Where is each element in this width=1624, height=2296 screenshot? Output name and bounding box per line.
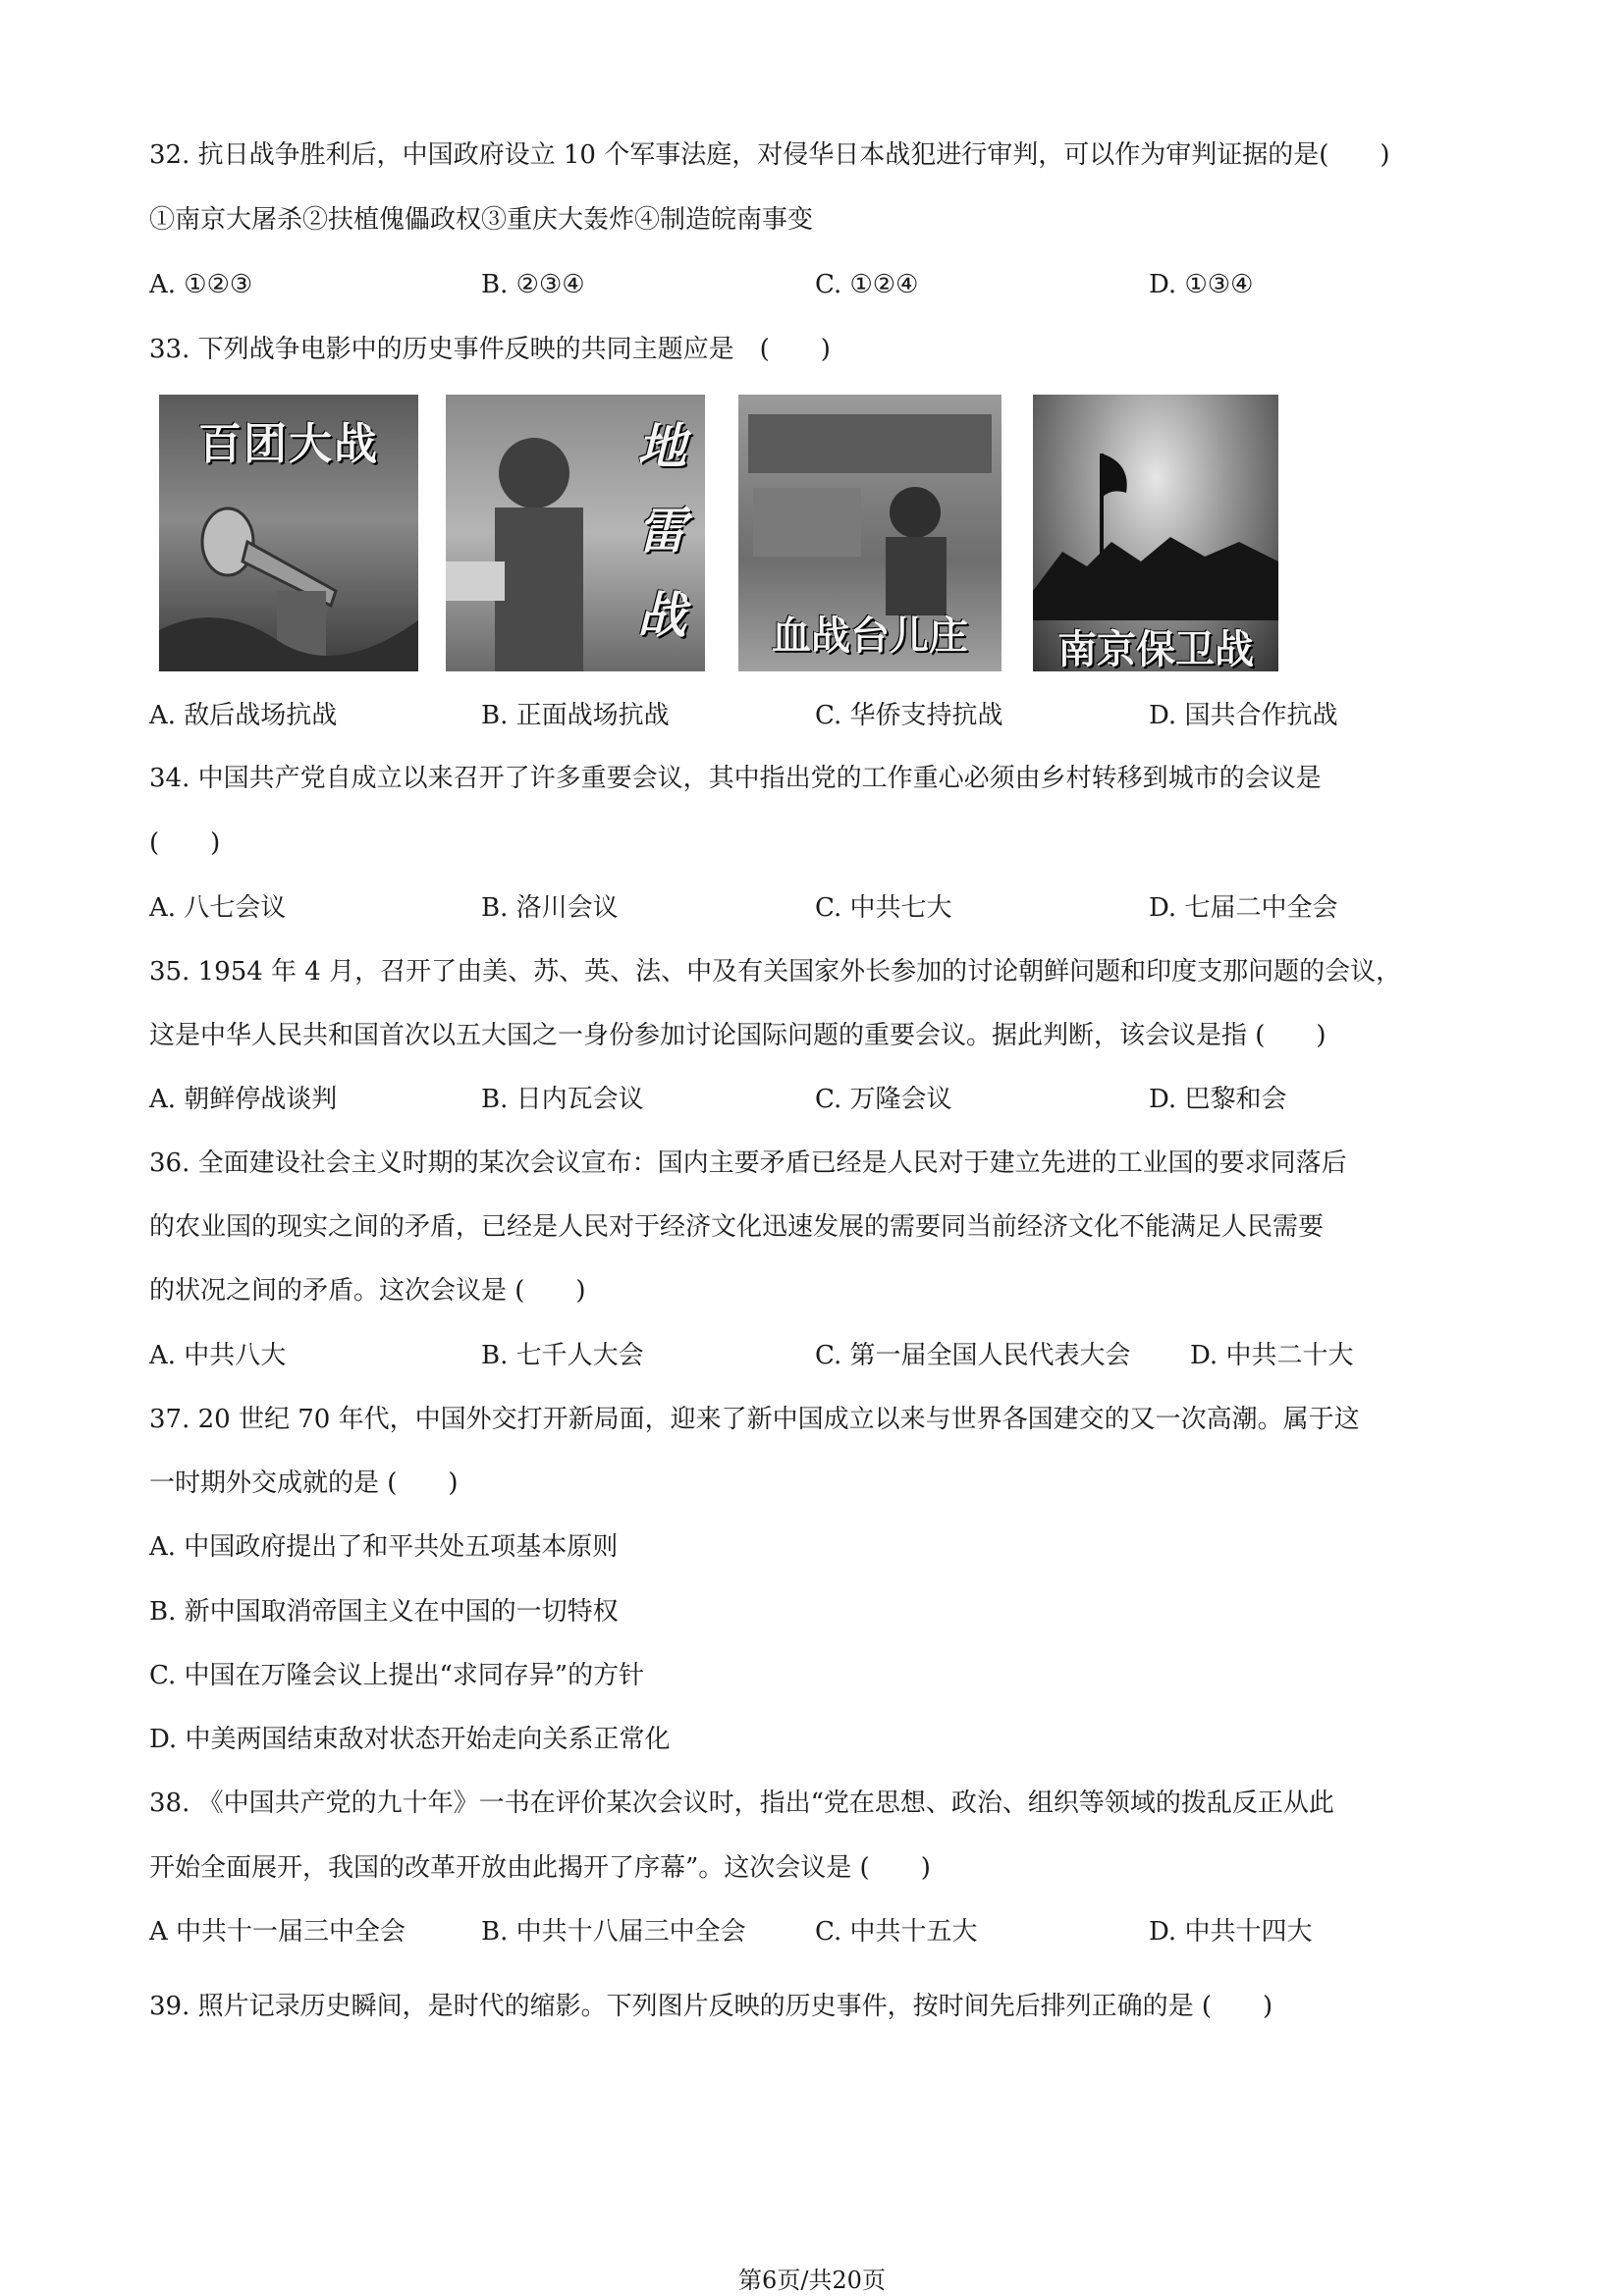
poster-1-bugle-illustration xyxy=(159,395,418,671)
poster-3-title: 血战台儿庄 xyxy=(772,614,968,659)
q38-option-d: D. 中共十四大 xyxy=(1149,1917,1313,1947)
q34-option-d: D. 七届二中全会 xyxy=(1149,893,1338,923)
q34-option-a: A. 八七会议 xyxy=(149,893,287,923)
q35-option-c: C. 万隆会议 xyxy=(815,1085,952,1114)
q32-stem: 32. 抗日战争胜利后，中国政府设立 10 个军事法庭，对侵华日本战犯进行审判，可以作为审判证据的是( ) xyxy=(149,140,1390,170)
q38-option-b: B. 中共十八届三中全会 xyxy=(481,1917,746,1947)
q36-option-a: A. 中共八大 xyxy=(149,1341,287,1370)
q36-option-b: B. 七千人大会 xyxy=(481,1341,644,1370)
q33-stem: 33. 下列战争电影中的历史事件反映的共同主题应是 ( ) xyxy=(149,335,831,364)
q37-stem-line1: 37. 20 世纪 70 年代，中国外交打开新局面，迎来了新中国成立以来与世界各国建交的又一次高潮。属于这 xyxy=(149,1405,1360,1434)
q37-option-d: D. 中美两国结束敌对状态开始走向关系正常化 xyxy=(149,1725,671,1754)
q36-option-c: C. 第一届全国人民代表大会 xyxy=(815,1341,1131,1370)
q33-option-c: C. 华侨支持抗战 xyxy=(815,701,1003,730)
q39-stem: 39. 照片记录历史瞬间，是时代的缩影。下列图片反映的历史事件，按时间先后排列正确的是 ( ) xyxy=(149,1992,1273,2021)
q38-stem-line2: 开始全面展开，我国的改革开放由此揭开了序幕”。这次会议是 ( ) xyxy=(149,1853,931,1883)
q37-option-c: C. 中国在万隆会议上提出“求同存异”的方针 xyxy=(149,1661,645,1690)
q38-option-c: C. 中共十五大 xyxy=(815,1917,978,1947)
poster-1-title: 百团大战 xyxy=(198,419,379,469)
q32-option-d: D. ①③④ xyxy=(1149,270,1254,299)
q32-option-c: C. ①②④ xyxy=(815,270,919,299)
q34-stem-line1: 34. 中国共产党自成立以来召开了许多重要会议，其中指出党的工作重心必须由乡村转移到城市的会议是 xyxy=(149,764,1322,793)
q36-stem-line3: 的状况之间的矛盾。这次会议是 ( ) xyxy=(149,1276,586,1306)
q37-option-b: B. 新中国取消帝国主义在中国的一切特权 xyxy=(149,1597,619,1627)
q32-option-a: A. ①②③ xyxy=(149,270,253,299)
q33-option-d: D. 国共合作抗战 xyxy=(1149,701,1338,730)
q33-option-b: B. 正面战场抗战 xyxy=(481,701,670,730)
q35-stem-line2: 这是中华人民共和国首次以五大国之一身份参加讨论国际问题的重要会议。据此判断，该会议是指 ( ) xyxy=(149,1021,1326,1050)
q34-option-b: B. 洛川会议 xyxy=(481,893,619,923)
poster-2-title: 地雷战 xyxy=(637,418,686,644)
page-number: 第6页/共20页 xyxy=(738,2267,886,2294)
poster-2 xyxy=(446,395,705,671)
poster-1 xyxy=(159,395,418,671)
q35-option-a: A. 朝鲜停战谈判 xyxy=(149,1085,338,1114)
q36-stem-line1: 36. 全面建设社会主义时期的某次会议宣布：国内主要矛盾已经是人民对于建立先进的工业国的要求同落后 xyxy=(149,1148,1347,1178)
poster-3 xyxy=(738,395,1001,671)
q34-option-c: C. 中共七大 xyxy=(815,893,952,923)
q36-option-d: D. 中共二十大 xyxy=(1190,1341,1354,1370)
q32-items: ①南京大屠杀②扶植傀儡政权③重庆大轰炸④制造皖南事变 xyxy=(149,205,814,235)
q32-option-b: B. ②③④ xyxy=(481,270,585,299)
q35-stem-line1: 35. 1954 年 4 月，召开了由美、苏、英、法、中及有关国家外长参加的讨论朝鲜问题和印度支那问题的会议， xyxy=(149,957,1402,987)
poster-4-title: 南京保卫战 xyxy=(1057,627,1254,671)
q36-stem-line2: 的农业国的现实之间的矛盾，已经是人民对于经济文化迅速发展的需要同当前经济文化不能满足人民需要 xyxy=(149,1212,1325,1242)
q35-option-d: D. 巴黎和会 xyxy=(1149,1085,1287,1114)
q33-option-a: A. 敌后战场抗战 xyxy=(149,701,338,730)
q37-option-a: A. 中国政府提出了和平共处五项基本原则 xyxy=(149,1532,619,1562)
q37-stem-line2: 一时期外交成就的是 ( ) xyxy=(149,1468,459,1498)
poster-4 xyxy=(1033,395,1278,671)
q38-stem-line1: 38. 《中国共产党的九十年》一书在评价某次会议时，指出“党在思想、政治、组织等领域的拨乱反正从此 xyxy=(149,1789,1334,1818)
q35-option-b: B. 日内瓦会议 xyxy=(481,1085,644,1114)
q34-stem-line2: ( ) xyxy=(149,828,221,858)
q38-option-a: A 中共十一届三中全会 xyxy=(149,1917,406,1947)
